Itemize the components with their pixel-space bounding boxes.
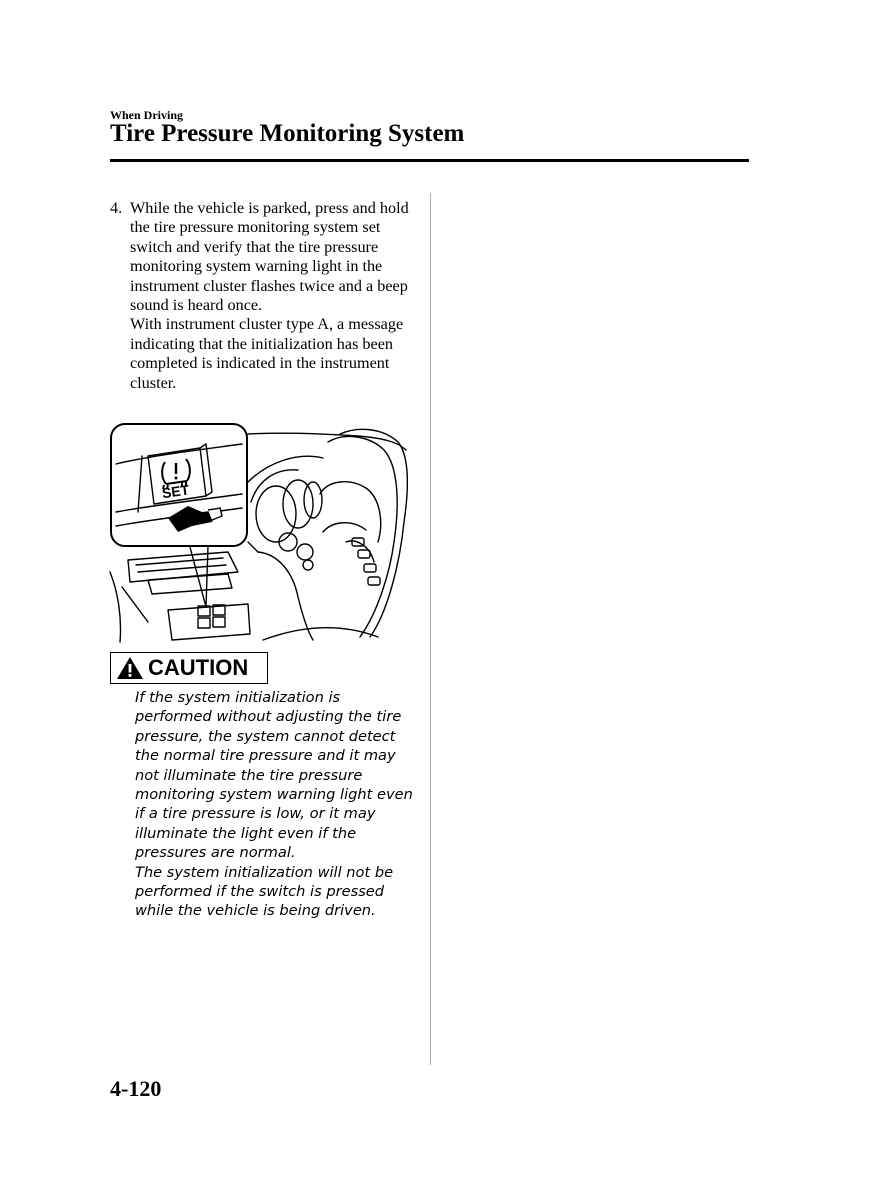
page-number: 4-120 xyxy=(110,1076,162,1101)
step-4 xyxy=(110,199,420,393)
caution-paragraph-2: The system initialization will not be performed if the switch is pressed while the vehicle is being driven. xyxy=(135,863,394,920)
page-title: Tire Pressure Monitoring System xyxy=(110,120,465,147)
set-label: SET xyxy=(160,481,191,502)
step-paragraph-2: With instrument cluster type A, a message indicating that the initialization has been completed is indicated in the instrument cluster. xyxy=(130,315,404,392)
caution-text xyxy=(135,688,420,921)
warning-triangle-icon xyxy=(116,656,144,680)
section-label: When Driving xyxy=(110,108,184,122)
step-body xyxy=(130,199,420,393)
step-paragraph-1: While the vehicle is parked, press and hold the tire pressure monitoring system set switch and verify that the tire pressure monitoring system warning light in the instrument cluster flashes twice and a beep sound is heard once. xyxy=(130,199,409,315)
step-number: 4. xyxy=(110,199,123,217)
caution-label: CAUTION xyxy=(148,655,249,680)
caution-header xyxy=(110,652,268,684)
title-rule xyxy=(110,159,749,162)
caution-paragraph-1: If the system initialization is performed without adjusting the tire pressure, the system cannot detect the normal tire pressure and it may not illuminate the tire pressure monitoring system warning light even if a tire pressure is low, or it may illuminate the light even if the pressures are normal. xyxy=(135,689,413,862)
dashboard-illustration xyxy=(108,422,408,644)
column-divider xyxy=(430,193,431,1065)
